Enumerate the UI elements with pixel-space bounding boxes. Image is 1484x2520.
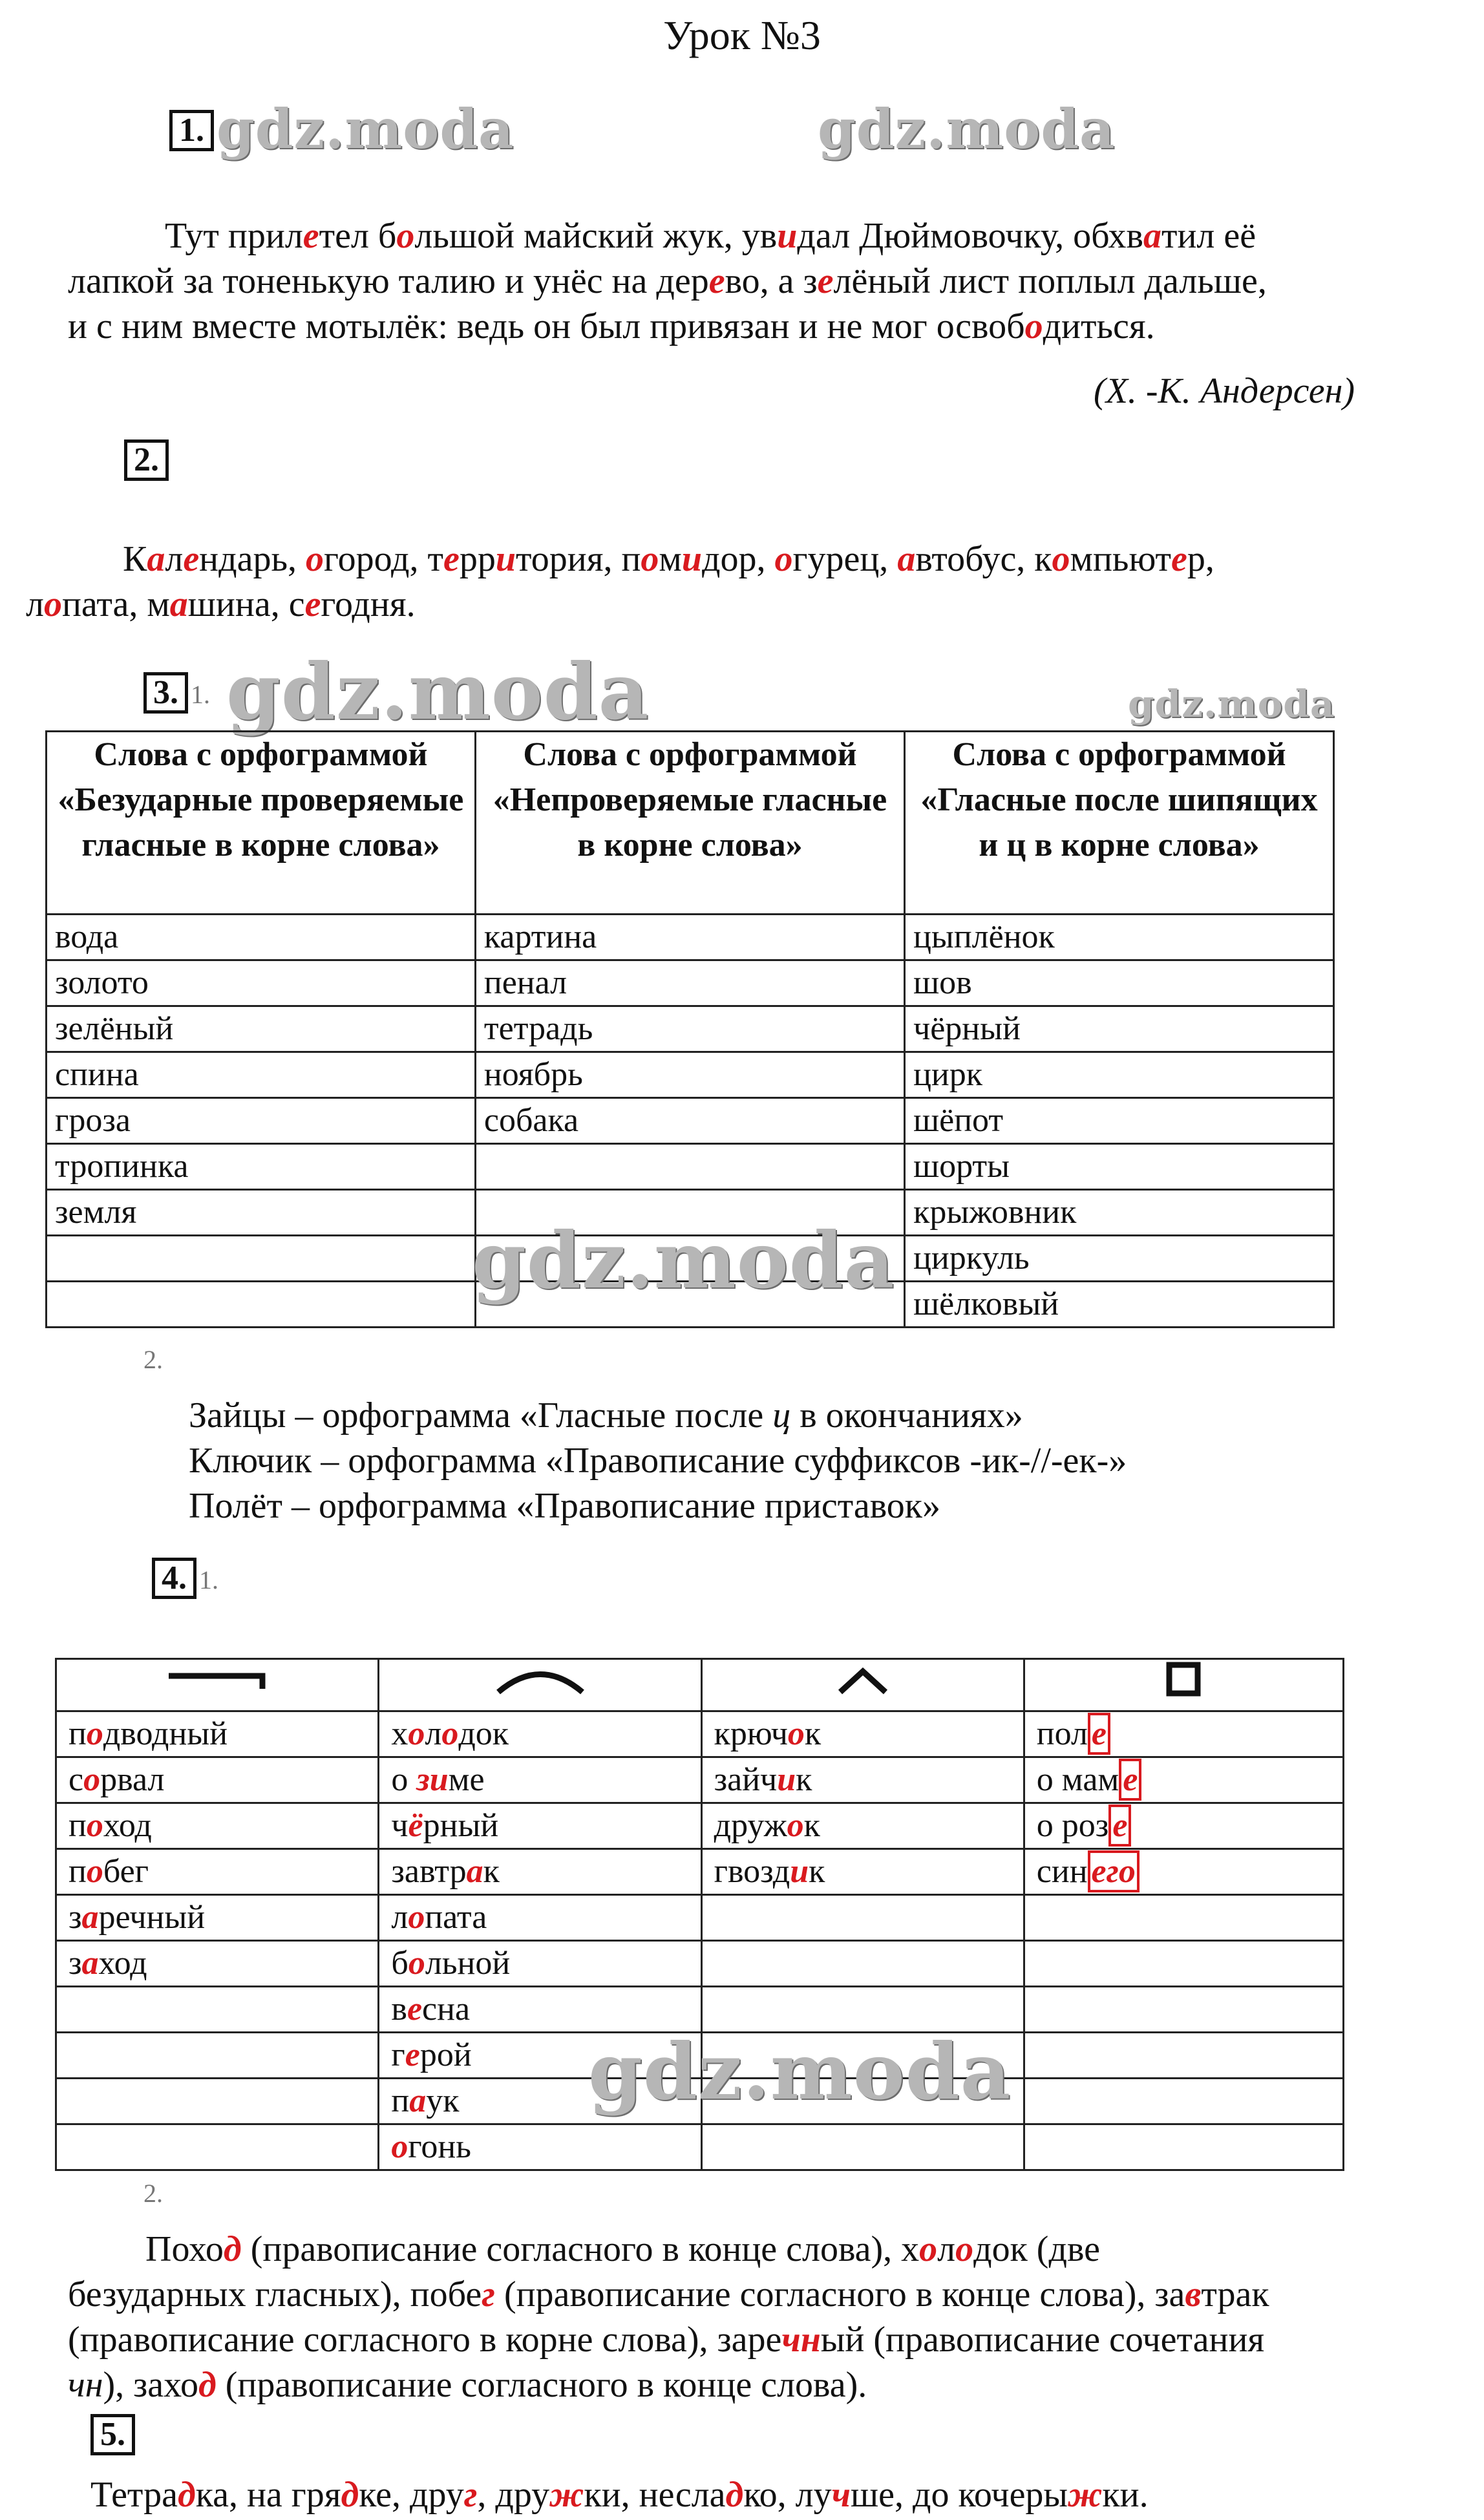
highlighted-letter: а [897, 539, 916, 579]
table-cell [1024, 2079, 1343, 2124]
table-cell [475, 1144, 904, 1190]
highlighted-letter: в [1185, 2274, 1202, 2314]
text-segment: в [391, 1991, 407, 2028]
table-cell [56, 1757, 379, 1803]
table-cell [56, 1895, 379, 1941]
text-segment: льшой майский жук, ув [414, 216, 778, 256]
table-cell [56, 1987, 379, 2033]
text-segment: рр [459, 539, 496, 579]
text-segment: город, т [324, 539, 443, 579]
text-segment: друж [714, 1807, 787, 1844]
text-segment: (правописание согласного в конце слова), за [494, 2274, 1185, 2314]
prefix-icon [165, 1669, 269, 1695]
text-segment: рный [423, 1807, 499, 1844]
highlighted-letter: о [43, 584, 62, 624]
highlighted-letter: о [391, 2128, 408, 2165]
highlighted-letter: о [1024, 306, 1043, 346]
text-segment: ме [448, 1761, 485, 1798]
highlighted-letter: е [405, 2037, 420, 2073]
table-cell: картина [475, 915, 904, 960]
table-header-row [47, 732, 1334, 915]
text-segment: зайч [714, 1761, 778, 1798]
highlighted-letter: о [641, 539, 659, 579]
rich-line [68, 2362, 1364, 2408]
root-icon [492, 1666, 589, 1695]
text-segment: к [796, 1761, 812, 1798]
page-title: Урок №3 [663, 12, 821, 58]
table-row [56, 1711, 1344, 1757]
text-segment: сна [422, 1991, 471, 2028]
text-segment: тория, п [515, 539, 641, 579]
text-segment: Полёт – орфограмма «Правописание приставок» [189, 1486, 940, 1526]
table-cell [56, 1803, 379, 1849]
column-header: Слова с орфограммой «Непроверяемые гласные в корне слова» [475, 732, 904, 915]
text-segment: во, а з [725, 261, 818, 301]
table-cell [1024, 1711, 1343, 1757]
text-segment: ка, на гря [195, 2475, 341, 2515]
column-header: Слова с орфограммой «Гласные после шипящих и ц в корне слова» [905, 732, 1334, 915]
table-cell [56, 2124, 379, 2170]
exercise-2-number: 2. [124, 439, 169, 481]
table-cell: тропинка [47, 1144, 476, 1190]
table-cell [701, 1803, 1024, 1849]
text-segment: л [26, 584, 44, 624]
table-row [47, 1098, 1334, 1144]
rich-line [26, 582, 1422, 627]
exercise-5-text [90, 2472, 1149, 2517]
highlighted-letter: е [1171, 539, 1187, 579]
text-segment: х [391, 1715, 408, 1752]
text-segment: ше, до кочеры [851, 2475, 1068, 2515]
highlighted-letter: о [396, 216, 415, 256]
table-cell [1024, 1757, 1343, 1803]
table-cell [379, 1895, 701, 1941]
text-segment: К [123, 539, 147, 579]
table-cell [1024, 1803, 1343, 1849]
table-cell: крыжовник [905, 1190, 1334, 1236]
table-cell: шёлковый [905, 1282, 1334, 1328]
highlighted-letter: д [725, 2475, 744, 2515]
text-segment: лёный лист поплыл дальше, [833, 261, 1267, 301]
text-segment: ндарь, [199, 539, 306, 579]
rich-line [189, 1438, 1127, 1483]
text-segment: б [391, 1945, 408, 1982]
table-cell [701, 1987, 1024, 2033]
watermark: gdz.moda [226, 646, 650, 737]
rich-line [68, 259, 1367, 304]
text-segment: мпьют [1070, 539, 1172, 579]
text-segment: к [483, 1853, 500, 1890]
table-cell: шов [905, 960, 1334, 1006]
text-segment: ке, дру [359, 2475, 464, 2515]
highlighted-letter: г [482, 2274, 495, 2314]
highlighted-letter: е [407, 1991, 423, 2028]
table-cell: пенал [475, 960, 904, 1006]
text-segment: син [1036, 1853, 1088, 1890]
table-cell [379, 1803, 701, 1849]
text-segment: р, [1187, 539, 1214, 579]
text-segment: к [809, 1853, 825, 1890]
highlighted-letter: о [441, 1715, 459, 1752]
text-segment: завтр [391, 1853, 467, 1890]
table-row [47, 1144, 1334, 1190]
italic-text: чн [68, 2365, 103, 2405]
table-cell [701, 2124, 1024, 2170]
highlighted-letter: о [86, 1715, 103, 1752]
highlighted-letter: а [81, 1899, 99, 1936]
text-segment: гвозд [714, 1853, 790, 1890]
text-segment: л [937, 2229, 956, 2269]
text-segment: дал Дюймовочку, обхв [797, 216, 1143, 256]
text-segment: и с ним вместе мотылёк: ведь он был привязан и не мог освоб [68, 306, 1025, 346]
text-segment: з [69, 1945, 82, 1982]
exercise-2-text [26, 536, 1422, 627]
table-cell: шорты [905, 1144, 1334, 1190]
text-segment: ч [391, 1807, 408, 1844]
text-segment: п [69, 1853, 87, 1890]
table-cell [47, 1282, 476, 1328]
table-row [56, 1987, 1344, 2033]
highlighted-letter: и [429, 1761, 449, 1798]
table-cell [379, 1711, 701, 1757]
ending-highlight: е [1119, 1759, 1141, 1801]
highlighted-letter: е [708, 261, 725, 301]
highlighted-letter: и [777, 1761, 796, 1798]
ending-highlight: е [1108, 1805, 1131, 1847]
text-segment: о [391, 1761, 417, 1798]
table-row [56, 1941, 1344, 1987]
table-cell [379, 1757, 701, 1803]
highlighted-letter: а [169, 584, 188, 624]
table-cell [379, 1987, 701, 2033]
highlighted-letter: о [787, 1807, 804, 1844]
text-segment: ук [426, 2082, 460, 2119]
watermark: gdz.moda [1128, 682, 1335, 726]
highlighted-letter: д [223, 2229, 242, 2269]
text-segment: г [391, 2037, 405, 2073]
text-segment: пол [1036, 1715, 1088, 1752]
table-cell: тетрадь [475, 1006, 904, 1052]
exercise-4-part-2: 2. [143, 2179, 163, 2208]
text-segment: Зайцы – орфограмма «Гласные после [189, 1395, 773, 1435]
table-row [56, 2124, 1344, 2170]
table-cell [701, 1941, 1024, 1987]
text-segment: ки, несла [584, 2475, 726, 2515]
exercise-3-number: 3. 1. [143, 672, 210, 714]
table-cell: цирк [905, 1052, 1334, 1098]
highlighted-letter: и [495, 539, 516, 579]
highlighted-letter: о [83, 1761, 101, 1798]
ending-highlight: е [1088, 1713, 1110, 1755]
text-segment: з [69, 1899, 82, 1936]
table-cell [56, 1849, 379, 1895]
highlighted-letter: и [790, 1853, 809, 1890]
text-segment: Тетра [90, 2475, 178, 2515]
text-segment: лапкой за тоненькую талию и унёс на дер [68, 261, 709, 301]
table-cell [379, 2124, 701, 2170]
text-segment: шина, с [187, 584, 305, 624]
exercise-3-part-2: 2. [143, 1345, 163, 1374]
exercise-1-text [68, 213, 1367, 349]
table-cell [1024, 1849, 1343, 1895]
text-segment: ), захо [103, 2365, 198, 2405]
highlighted-letter: о [408, 1899, 425, 1936]
table-cell [1024, 1941, 1343, 1987]
table-row [56, 1895, 1344, 1941]
table-cell: собака [475, 1098, 904, 1144]
text-segment: о роз [1036, 1807, 1109, 1844]
highlighted-letter: е [817, 261, 834, 301]
text-segment: к [803, 1807, 820, 1844]
italic-text: ц [772, 1395, 791, 1435]
text-segment: льной [425, 1945, 511, 1982]
text-segment: тел б [319, 216, 397, 256]
table-row [47, 1006, 1334, 1052]
table-cell: ноябрь [475, 1052, 904, 1098]
morpheme-icons-row [56, 1659, 1344, 1711]
text-segment: годня. [321, 584, 416, 624]
table-cell: цыплёнок [905, 915, 1334, 960]
exercise-3-notes [189, 1393, 1127, 1529]
table-cell [1024, 1895, 1343, 1941]
highlighted-letter: ё [408, 1807, 423, 1844]
text-segment: дор, [702, 539, 775, 579]
text-segment: в окончаниях» [790, 1395, 1023, 1435]
highlighted-letter: о [955, 2229, 974, 2269]
highlighted-letter: д [177, 2475, 196, 2515]
watermark: gdz.moda [588, 2026, 1012, 2117]
text-segment: рой [419, 2037, 472, 2073]
highlighted-letter: е [304, 584, 321, 624]
text-segment: ход [103, 1807, 152, 1844]
suffix-icon [831, 1666, 895, 1695]
text-segment: втобус, к [915, 539, 1052, 579]
text-segment: п [391, 2082, 410, 2119]
table-cell [379, 1941, 701, 1987]
highlighted-letter: и [777, 216, 798, 256]
text-segment: гонь [408, 2128, 471, 2165]
text-segment: безударных гласных), побе [68, 2274, 482, 2314]
rich-line [68, 2272, 1364, 2317]
text-segment: ход [98, 1945, 147, 1982]
rich-line [189, 1483, 1127, 1529]
text-segment: диться. [1043, 306, 1155, 346]
exercise-4-explanation [68, 2227, 1364, 2408]
text-segment: л [391, 1899, 408, 1936]
text-segment: п [69, 1715, 87, 1752]
rich-line [26, 536, 1422, 582]
ending-icon [1164, 1660, 1203, 1699]
table-row [56, 1757, 1344, 1803]
table-cell: зелёный [47, 1006, 476, 1052]
table-cell [56, 1711, 379, 1757]
text-segment: л [165, 539, 184, 579]
text-segment: ки. [1102, 2475, 1149, 2515]
table-row [47, 1052, 1334, 1098]
highlighted-letter: и [681, 539, 703, 579]
highlighted-letter: о [774, 539, 793, 579]
highlighted-letter: е [443, 539, 460, 579]
exercise-1-source: (Х. -К. Андерсен) [1094, 371, 1355, 411]
table-row [47, 960, 1334, 1006]
rich-line [68, 2227, 1364, 2272]
text-segment: речный [98, 1899, 206, 1936]
text-segment: гурец, [792, 539, 898, 579]
table-row [47, 915, 1334, 960]
highlighted-letter: г [463, 2475, 478, 2515]
text-segment: пата [425, 1899, 487, 1936]
text-segment: пата, м [61, 584, 170, 624]
text-segment: бег [103, 1853, 149, 1890]
table-row [56, 1849, 1344, 1895]
highlighted-letter: о [787, 1715, 805, 1752]
table-cell [701, 1849, 1024, 1895]
text-segment: ый (правописание сочетания [820, 2320, 1265, 2360]
text-segment: крюч [714, 1715, 788, 1752]
table-cell: спина [47, 1052, 476, 1098]
watermark: gdz.moda [217, 97, 514, 161]
text-segment: док [458, 1715, 509, 1752]
table-cell [56, 1941, 379, 1987]
table-cell: циркуль [905, 1236, 1334, 1282]
text-segment: (правописание согласного в конце слова). [216, 2365, 867, 2405]
text-segment: , дру [477, 2475, 550, 2515]
text-segment: Тут прил [165, 216, 303, 256]
highlighted-letter: е [183, 539, 200, 579]
text-segment: рвал [100, 1761, 165, 1798]
text-segment: Ключик – орфограмма «Правописание суффиксов -ик-//-ек-» [189, 1441, 1127, 1481]
text-segment: док (две [973, 2229, 1100, 2269]
highlighted-letter: а [466, 1853, 483, 1890]
text-segment: (правописание согласного в корне слова), заре [68, 2320, 782, 2360]
highlighted-letter: ч [831, 2475, 851, 2515]
ending-highlight: его [1088, 1850, 1140, 1892]
highlighted-letter: а [147, 539, 165, 579]
table-cell [56, 2079, 379, 2124]
text-segment: о мам [1036, 1761, 1119, 1798]
table-cell [1024, 2124, 1343, 2170]
highlighted-letter: а [1143, 216, 1161, 256]
table-cell [701, 1895, 1024, 1941]
table-cell: чёрный [905, 1006, 1334, 1052]
text-segment: тил её [1161, 216, 1256, 256]
watermark: gdz.moda [818, 97, 1116, 161]
rich-line [68, 304, 1367, 349]
highlighted-letter: д [341, 2475, 359, 2515]
highlighted-letter: чн [781, 2320, 821, 2360]
highlighted-letter: о [86, 1853, 103, 1890]
table-cell [1024, 1987, 1343, 2033]
rich-line [189, 1393, 1127, 1438]
text-segment: ко, лу [743, 2475, 832, 2515]
highlighted-letter: д [198, 2365, 217, 2405]
table-cell [701, 1757, 1024, 1803]
table-cell [701, 1711, 1024, 1757]
table-cell: золото [47, 960, 476, 1006]
table-cell [379, 1849, 701, 1895]
highlighted-letter: ж [1068, 2475, 1103, 2515]
highlighted-letter: о [408, 1945, 425, 1982]
highlighted-letter: а [81, 1945, 99, 1982]
highlighted-letter: а [409, 2082, 427, 2119]
table-cell [1024, 2033, 1343, 2079]
text-segment: м [659, 539, 682, 579]
text-segment: Похо [145, 2229, 224, 2269]
table-cell: вода [47, 915, 476, 960]
text-segment: п [69, 1807, 87, 1844]
exercise-1-number: 1. [169, 110, 214, 151]
text-segment: (правописание согласного в конце слова), х [241, 2229, 920, 2269]
rich-line [68, 213, 1367, 259]
rich-line [68, 2317, 1364, 2362]
table-row [56, 1803, 1344, 1849]
highlighted-letter: о [86, 1807, 103, 1844]
text-segment: дводный [103, 1715, 228, 1752]
text-segment: трак [1201, 2274, 1269, 2314]
table-cell: земля [47, 1190, 476, 1236]
exercise-4-number: 4. 1. [152, 1558, 218, 1599]
table-cell [47, 1236, 476, 1282]
exercise-5-number: 5. [90, 2414, 135, 2455]
table-cell: гроза [47, 1098, 476, 1144]
highlighted-letter: о [408, 1715, 425, 1752]
column-header: Слова с орфограммой «Безударные проверяемые гласные в корне слова» [47, 732, 476, 915]
highlighted-letter: о [1052, 539, 1070, 579]
text-segment: с [69, 1761, 84, 1798]
highlighted-letter: о [306, 539, 324, 579]
table-cell: шёпот [905, 1098, 1334, 1144]
highlighted-letter: з [416, 1761, 430, 1798]
text-segment: л [425, 1715, 442, 1752]
table-cell [56, 2033, 379, 2079]
highlighted-letter: е [302, 216, 319, 256]
text-segment: к [804, 1715, 822, 1752]
highlighted-letter: о [919, 2229, 938, 2269]
watermark: gdz.moda [472, 1215, 895, 1306]
highlighted-letter: ж [549, 2475, 584, 2515]
